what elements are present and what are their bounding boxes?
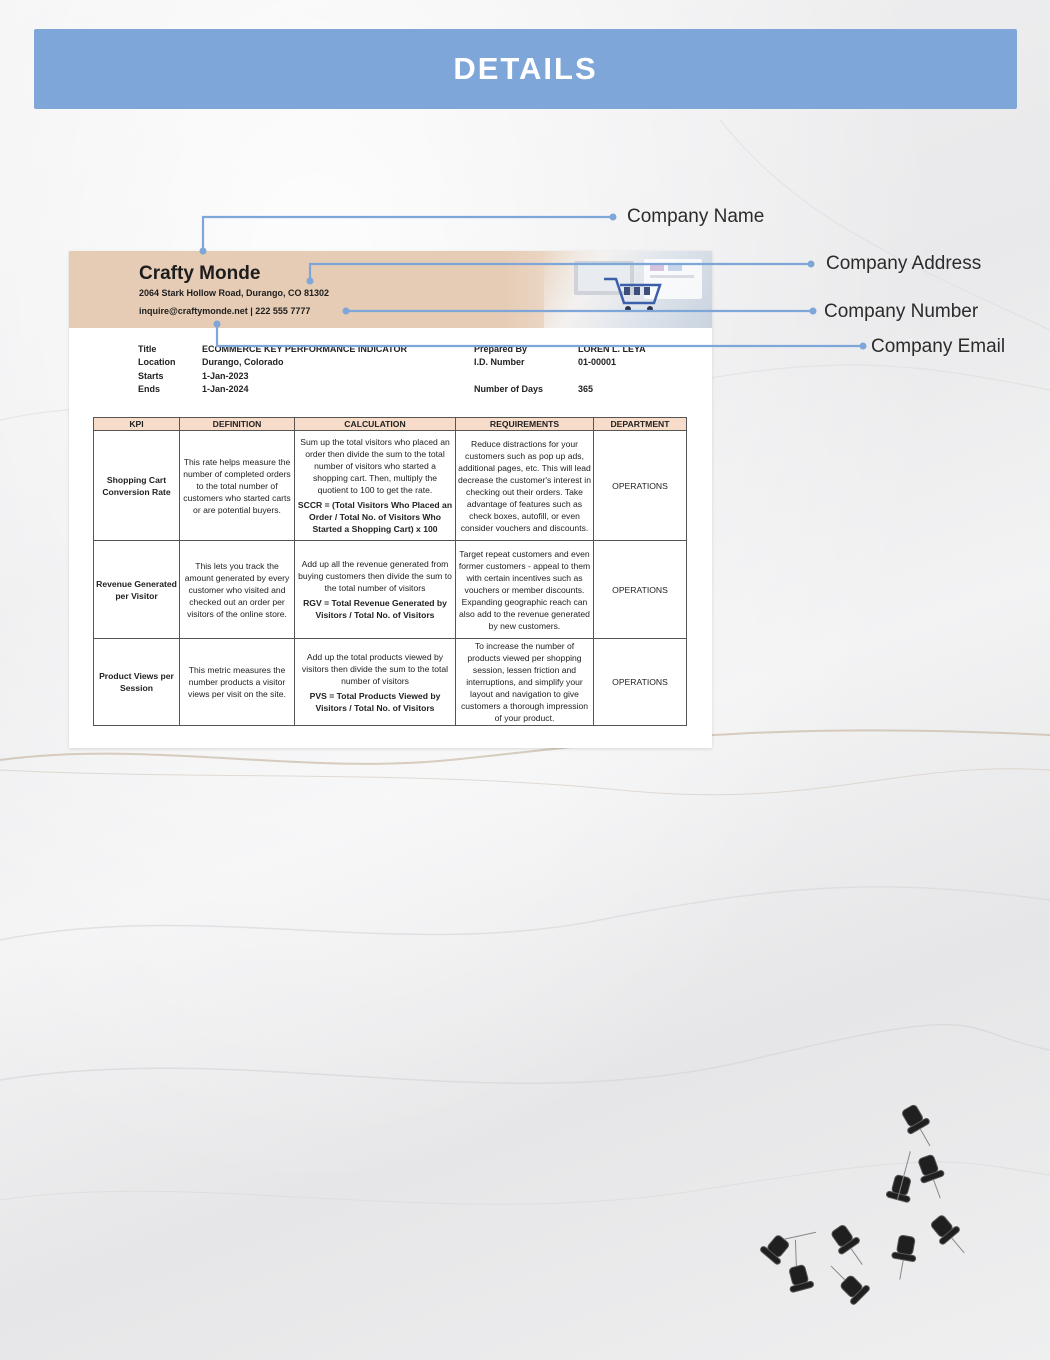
kpi-cell: Revenue Generated per Visitor [94,541,180,639]
meta-starts-value: 1-Jan-2023 [202,371,249,381]
push-pins-decoration [740,1090,1000,1320]
header-kpi: KPI [94,418,180,431]
document-preview [69,251,712,748]
requirements-cell: Reduce distractions for your customers such as pop up ads, additional pages, etc. This will lead decrease the customer's interest in checking out their orders. Take advantage of features such as check boxes, autofill, or even consider vouchers and discounts. [456,431,594,541]
meta-starts-label: Starts [138,371,164,381]
definition-cell: This metric measures the number products a visitor views per visit on the site. [180,639,295,726]
table-row [94,431,687,541]
header-calculation: CALCULATION [295,418,456,431]
meta-id-number-value: 01-00001 [578,357,617,367]
header-requirements: REQUIREMENTS [456,418,594,431]
meta-ends-value: 1-Jan-2024 [202,384,249,394]
meta-title-value: ECOMMERCE KEY PERFORMANCE INDICATOR [202,344,408,354]
definition-cell: This lets you track the amount generated by every customer who visited and checked out an order per visitors of the online store. [180,541,295,639]
meta-title-label: Title [138,344,157,354]
requirements-cell: Target repeat customers and even former customers - appeal to them with certain incentives such as vouchers or member discounts. Expanding geographic reach can also add to the revenue generated by new customers. [456,541,594,639]
meta-location-value: Durango, Colorado [202,357,284,367]
table-row [94,639,687,726]
calculation-text: Add up all the revenue generated from buying customers then divide the sum to the total number of visitors [298,559,452,593]
table-header-row [94,418,687,431]
formula-text: PVS = Total Products Viewed by Visitors / Total No. of Visitors [309,690,441,713]
callout-company-number: Company Number [824,301,979,322]
details-banner [34,29,1017,109]
department-cell: OPERATIONS [594,541,687,639]
calculation-cell [295,431,456,541]
department-cell: OPERATIONS [594,639,687,726]
meta-prepared-by-label: Prepared By [474,344,528,354]
formula-text: SCCR = (Total Visitors Who Placed an Order / Total No. of Visitors Who Started a Shopping Cart) x 100 [297,500,453,534]
requirements-cell: To increase the number of products viewed per shopping session, lessen friction and interruptions, and simplify your layout and navigation to give customers a thorough impression of your product. [456,639,594,726]
meta-ends-label: Ends [138,384,161,394]
header-department: DEPARTMENT [594,418,687,431]
company-address: 2064 Stark Hollow Road, Durango, CO 81302 [139,288,330,298]
calculation-text: Sum up the total visitors who placed an order then divide the sum to the total number of visitors who started a shopping cart. Then, multiply the quotient to 100 to get the rate. [300,437,450,495]
definition-cell: This rate helps measure the number of completed orders to the total number of customers who started carts or are potential buyers. [180,431,295,541]
calculation-cell [295,541,456,639]
banner-title: DETAILS [453,51,598,86]
company-contact: inquire@craftymonde.net | 222 555 7777 [139,306,311,316]
callout-company-address: Company Address [826,253,982,274]
department-cell: OPERATIONS [594,431,687,541]
meta-location-label: Location [138,357,176,367]
company-name: Crafty Monde [139,263,261,284]
meta-id-number-label: I.D. Number [474,357,525,367]
kpi-cell: Product Views per Session [94,639,180,726]
callout-company-name: Company Name [627,206,765,227]
meta-days-label: Number of Days [474,384,544,394]
table-row [94,541,687,639]
header-definition: DEFINITION [180,418,295,431]
meta-prepared-by-value: LOREN L. LEYA [578,344,646,354]
callout-company-email: Company Email [871,336,1006,357]
shopping-cart-image [544,251,712,328]
calculation-text: Add up the total products viewed by visitors then divide the sum to the total number of visitors [301,651,449,686]
kpi-cell: Shopping Cart Conversion Rate [94,431,180,541]
kpi-table [93,417,687,726]
calculation-cell [295,639,456,726]
formula-text: RGV = Total Revenue Generated by Visitors / Total No. of Visitors [303,598,447,620]
meta-days-value: 365 [578,384,594,394]
